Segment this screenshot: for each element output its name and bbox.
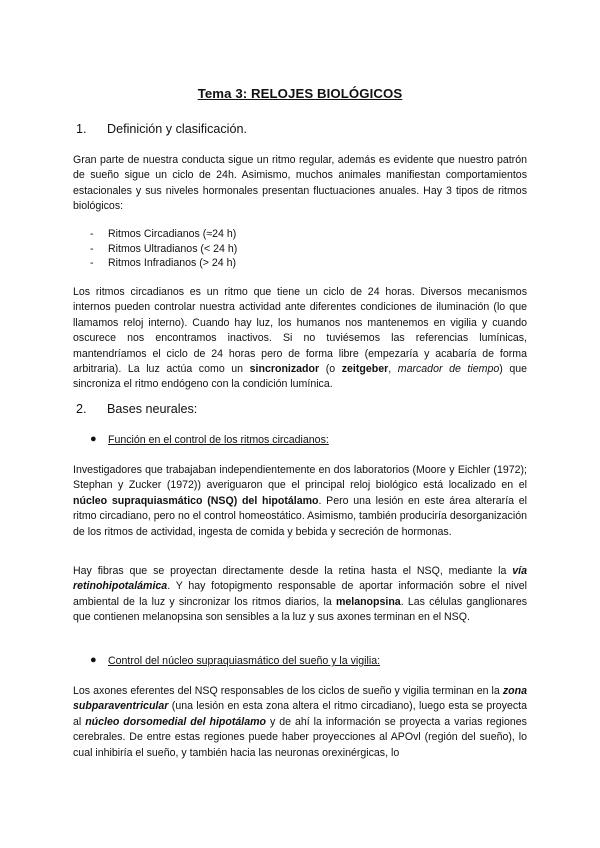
term-marcador-de-tiempo: marcador de tiempo (397, 363, 500, 376)
list-item (90, 227, 237, 242)
section-2-heading (76, 402, 198, 416)
dash-marker: - (90, 257, 94, 270)
text-run: y de ahí la información se proyecta a varias regiones cerebrales. De entre estas regiones puede haber proyecciones al APOvl (región del sueño), lo cual inhibiría el sueño, y también hacia las neuronas orexinérgicas, lo (73, 715, 527, 759)
list-item (90, 256, 237, 271)
paragraph-efferent (73, 684, 527, 761)
text-run: . Las células ganglionares que contienen melanopsina son sensibles a la luz y sus axones terminan en el NSQ. (73, 595, 528, 624)
text-run: , (388, 363, 398, 376)
term-nucleo-dorsomedial: núcleo dorsomedial del hipotálamo (85, 715, 267, 728)
rhythm-types-list (90, 227, 237, 271)
dash-marker: - (90, 228, 94, 240)
text-run: ) que sincroniza el ritmo endógeno con la condición lumínica. (73, 363, 528, 391)
section-1-heading (76, 122, 247, 136)
list-item-text: Ritmos Ultradianos (< 24 h) (108, 242, 238, 255)
text-run: Hay fibras que se proyectan directamente desde la retina hasta el NSQ, mediante la (73, 565, 513, 577)
paragraph-intro: Gran parte de nuestra conducta sigue un ritmo regular, además es evidente que nuestro patrón de sueño sigue un ciclo de 24h. Asimismo, muchos animales manifiestan comportamientos estacionales y sus niveles hormonales presentan fluctuaciones anuales. Hay 3 tipos de ritmos biológicos: (73, 154, 527, 213)
term-via-retinohipotalamica: vía retinohipotalámica (73, 565, 527, 593)
text-run: (una lesión en esta zona altera el ritmo circadiano), luego esta se proyecta al (73, 700, 527, 728)
text-run: Investigadores que trabajaban independientemente en dos laboratorios (Moore y Eichler (1972); Stephan y Zucker (1972)) averiguaron que el principal reloj biológico está localizado en el (73, 464, 527, 492)
paragraph-circadian (73, 285, 527, 393)
term-sincronizador: sincronizador (249, 363, 320, 376)
bullet-dot-icon: ● (90, 654, 97, 666)
term-nucleo-supraquiasmatico: núcleo supraquiasmático (NSQ) del hipotálamo (73, 494, 319, 507)
section-2-heading-text: Bases neurales: (107, 402, 198, 416)
dash-marker: - (90, 242, 94, 255)
bullet-dot-icon: ● (90, 433, 97, 445)
paragraph-nsq (73, 463, 527, 540)
section-1-number: 1. (76, 122, 87, 136)
text-run: . Pero una lesión en este área alteraría el ritmo circadiano, pero no el control homeostático. Asimismo, también produciría desorganización de los ritmos de actividad, ingesta de comida y bebida y secreción de hormonas. (73, 494, 527, 538)
subsection-heading: Función en el control de los ritmos circadianos: (108, 434, 329, 446)
subsection-heading: Control del núcleo supraquiasmático del sueño y la vigilia: (108, 655, 381, 667)
list-item-text: Ritmos Infradianos (> 24 h) (108, 257, 237, 270)
text-run: Los axones eferentes del NSQ responsables de los ciclos de sueño y vigilia terminan en la (73, 685, 503, 697)
document-title: Tema 3: RELOJES BIOLÓGICOS (197, 86, 403, 101)
paragraph-retina (73, 564, 527, 626)
text-run: (o (319, 363, 342, 376)
list-item (90, 242, 237, 257)
list-item-text: Ritmos Circadianos (≈24 h) (108, 228, 237, 240)
term-zona-subparaventricular: zona subparaventricular (73, 685, 527, 713)
section-2-number: 2. (76, 402, 87, 416)
term-melanopsina: melanopsina (335, 595, 401, 608)
text-run: Los ritmos circadianos es un ritmo que tiene un ciclo de 24 horas. Diversos mecanismos internos pueden controlar nuestra actividad ante diferentes condiciones de iluminación (lo que llamamos reloj interno). Cuando hay luz, los humanos nos mantenemos en vigilia y cuando oscurece nos encontramos inactivos. Si no tuviésemos las referencias lumínicas, mantendríamos el ciclo de 24 horas pero de forma libre (empezaría y acabaría de forma arbitraria). La luz actúa como un (73, 286, 527, 376)
term-zeitgeber: zeitgeber (341, 363, 389, 376)
section-1-heading-text: Definición y clasificación. (107, 122, 247, 136)
subsection-bullet-sleep (90, 655, 380, 667)
subsection-bullet-circadian (90, 434, 329, 446)
text-run: . Y hay fotopigmento responsable de aportar información sobre el nivel ambiental de la luz y sincronizar los ritmos diarios, la (73, 580, 527, 608)
